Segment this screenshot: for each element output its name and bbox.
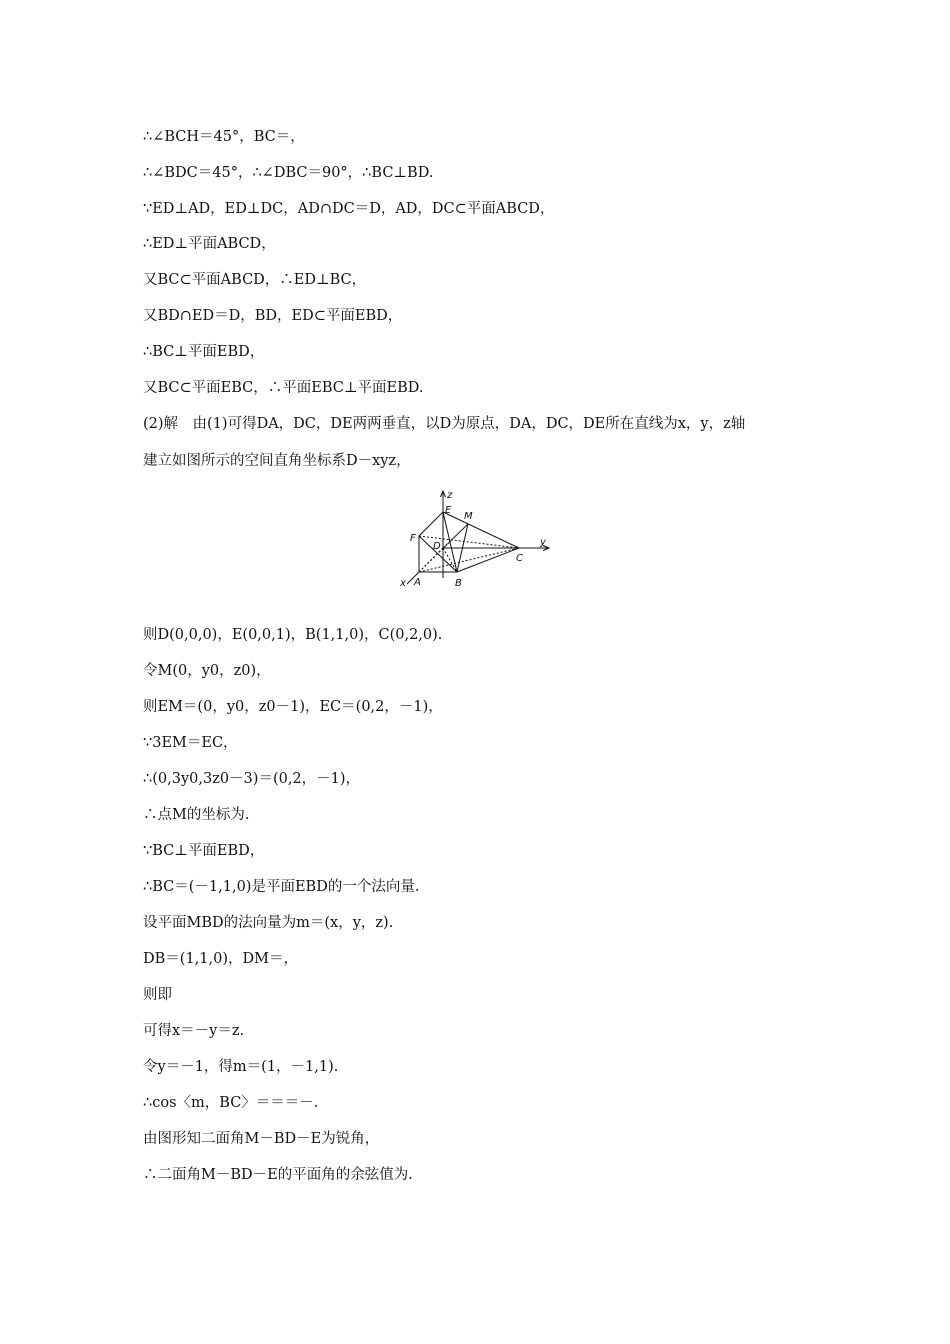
text-line-13: 则EM＝(0，y0，z0－1)，EC＝(0,2，－1)， [143, 699, 443, 715]
edge-DB [443, 548, 457, 572]
label-D: D [433, 541, 441, 552]
label-M: M [464, 511, 473, 522]
text-line-24: ∴cos〈m，BC〉＝＝＝－. [143, 1095, 319, 1111]
coordinate-figure [393, 486, 563, 594]
text-line-19: 设平面MBD的法向量为m＝(x，y，z). [143, 915, 394, 931]
text-line-23: 令y＝－1，得m＝(1，－1,1). [143, 1059, 339, 1075]
text-line-3: ∵ED⊥AD，ED⊥DC，AD∩DC＝D，AD，DC⊂平面ABCD， [143, 201, 555, 217]
text-line-20: DB＝(1,1,0)，DM＝， [143, 951, 298, 967]
label-E: E [445, 505, 452, 516]
text-line-12: 令M(0，y0，z0)， [143, 663, 271, 679]
edge-BC [457, 548, 519, 572]
text-line-16: ∴点M的坐标为. [143, 807, 250, 823]
label-x: x [400, 578, 406, 589]
text-line-2: ∴∠BDC＝45°，∴∠DBC＝90°，∴BC⊥BD. [143, 165, 434, 181]
text-line-9: (2)解 由(1)可得DA，DC，DE两两垂直，以D为原点，DA，DC，DE所在直线为x，y，z轴 [143, 416, 746, 432]
edge-EC [443, 512, 519, 548]
text-line-25: 由图形知二面角M－BD－E为锐角， [143, 1131, 380, 1147]
text-line-1: ∴∠BCH＝45°，BC＝， [143, 129, 305, 145]
text-line-6: 又BD∩ED＝D，BD，ED⊂平面EBD， [143, 308, 403, 324]
text-line-21: 则即 [143, 987, 172, 1003]
text-line-17: ∵BC⊥平面EBD， [143, 843, 265, 859]
text-line-4: ∴ED⊥平面ABCD， [143, 236, 276, 252]
text-line-14: ∵3EM＝EC， [143, 735, 238, 751]
label-y: y [540, 537, 546, 548]
label-z: z [447, 490, 453, 501]
edge-EF [419, 512, 443, 536]
label-C: C [516, 553, 523, 564]
text-line-26: ∴二面角M－BD－E的平面角的余弦值为. [143, 1167, 413, 1183]
text-line-18: ∴BC＝(－1,1,0)是平面EBD的一个法向量. [143, 879, 420, 895]
text-line-8: 又BC⊂平面EBC，∴平面EBC⊥平面EBD. [143, 380, 424, 396]
label-A: A [414, 577, 421, 588]
label-F: F [410, 533, 416, 544]
text-line-10: 建立如图所示的空间直角坐标系D－xyz， [143, 453, 411, 469]
text-line-22: 可得x＝－y＝z. [143, 1023, 245, 1039]
label-B: B [455, 578, 462, 589]
text-line-11: 则D(0,0,0)，E(0,0,1)，B(1,1,0)，C(0,2,0). [143, 627, 443, 643]
text-line-5: 又BC⊂平面ABCD，∴ED⊥BC， [143, 272, 367, 288]
text-line-15: ∴(0,3y0,3z0－3)＝(0,2，－1)， [143, 771, 361, 787]
text-line-7: ∴BC⊥平面EBD， [143, 344, 265, 360]
